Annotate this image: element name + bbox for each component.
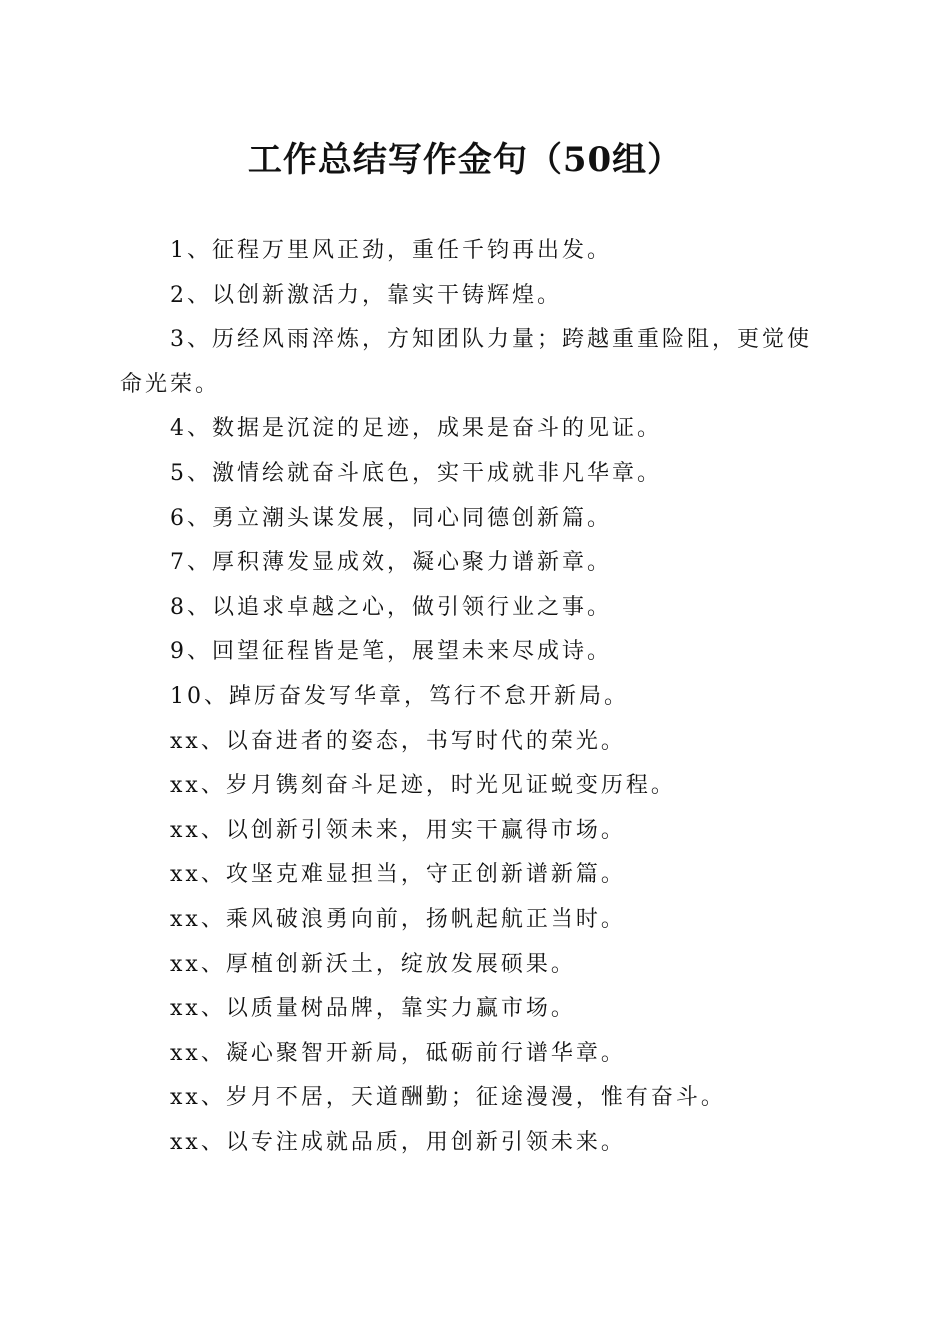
sentence-item: 3、历经风雨淬炼，方知团队力量；跨越重重险阻，更觉使命光荣。 — [120, 327, 812, 397]
sentence-item: xx、以专注成就品质，用创新引领未来。 — [170, 1129, 626, 1155]
sentence-item: xx、凝心聚智开新局，砥砺前行谱华章。 — [170, 1040, 626, 1066]
sentence-item: xx、攻坚克难显担当，守正创新谱新篇。 — [170, 862, 626, 888]
sentence-item: xx、岁月镌刻奋斗足迹，时光见证蜕变历程。 — [170, 773, 676, 799]
sentence-item: 4、数据是沉淀的足迹，成果是奋斗的见证。 — [170, 416, 662, 442]
sentence-item: 10、踔厉奋发写华章，笃行不怠开新局。 — [170, 683, 629, 709]
sentence-item: xx、以创新引领未来，用实干赢得市场。 — [170, 817, 626, 843]
sentence-item: xx、岁月不居，天道酬勤；征途漫漫，惟有奋斗。 — [170, 1085, 726, 1111]
sentence-item: 9、回望征程皆是笔，展望未来尽成诗。 — [170, 639, 612, 665]
sentence-item: 7、厚积薄发显成效，凝心聚力谱新章。 — [170, 550, 612, 576]
sentence-item: xx、以质量树品牌，靠实力赢市场。 — [170, 996, 576, 1022]
document-title: 工作总结写作金句（50组） — [247, 140, 683, 180]
sentence-list — [120, 229, 830, 1165]
sentence-item: 8、以追求卓越之心，做引领行业之事。 — [170, 594, 612, 620]
sentence-item: 5、激情绘就奋斗底色，实干成就非凡华章。 — [170, 460, 662, 486]
sentence-item: 6、勇立潮头谋发展，同心同德创新篇。 — [170, 505, 612, 531]
sentence-item: xx、以奋进者的姿态，书写时代的荣光。 — [170, 728, 626, 754]
sentence-item: xx、厚植创新沃土，绽放发展硕果。 — [170, 951, 576, 977]
sentence-item: 1、征程万里风正劲，重任千钧再出发。 — [170, 238, 612, 263]
sentence-item: xx、乘风破浪勇向前，扬帆起航正当时。 — [170, 906, 626, 932]
sentence-item: 2、以创新激活力，靠实干铸辉煌。 — [170, 282, 562, 308]
